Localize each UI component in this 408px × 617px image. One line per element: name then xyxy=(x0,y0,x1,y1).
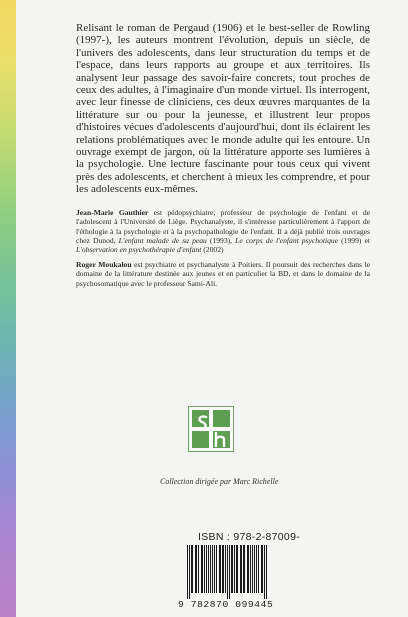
bio-text: (2002) xyxy=(201,245,224,255)
barcode-bar xyxy=(201,545,203,593)
barcode-bar xyxy=(252,545,253,593)
barcode-bar xyxy=(266,545,267,599)
barcode-bar xyxy=(229,545,230,599)
barcode-bar xyxy=(243,545,245,593)
barcode-bar xyxy=(258,545,259,593)
barcode-bar xyxy=(187,545,188,599)
bio-text: est psychiatre et psychanalyste à Poitiers. Il poursuit des recherches dans le domaine de la littérature destinée aux jeunes et en particulier la BD, et dans le domaine de la psychosomatique avec le professeur Sami-Ali. xyxy=(76,259,371,288)
barcode-bar xyxy=(236,545,238,593)
author-name-gauthier: Jean-Marie Gauthier xyxy=(76,207,149,217)
gradient-color-band xyxy=(0,0,16,617)
book-title: Le corps de l'enfant psychotique xyxy=(235,235,339,245)
book-title: L'enfant malade de sa peau xyxy=(118,235,207,245)
barcode-bar xyxy=(225,545,226,593)
barcode-bar xyxy=(198,545,199,593)
barcode-digits: 9 782870 099445 xyxy=(178,599,274,610)
book-blurb: Relisant le roman de Pergaud (1906) et le best-seller de Rowling (1997-), les auteurs montrent l'évolution, depuis un siècle, de l'univers des adolescents, dans leur structuration du temps et de l'espace, dans leurs rapports au groupe et aux territoires. Ils analysent leur passage des savoir-faire concrets, tout proches de ceux des adultes, à l'imaginaire d'un monde virtuel. Ils interrogent, avec leur finesse de cliniciens, ces deux œuvres marquantes de la littérature sur ou pour la jeunesse, et illustrent leur propos d'histoires vécues d'adolescents d'aujourd'hui, dont ils éclairent les relations problématiques avec le monde adulte qui les entoure. Un ouvrage exempt de jargon, où la littérature apporte ses lumières à la psychologie. Une lecture fascinante pour tous ceux qui vivent près des adolescents, et cherchent à mieux les comprendre, et pour les adolescents eux-mêmes. xyxy=(76,22,370,196)
bio-text: (1999) et xyxy=(338,235,370,245)
barcode-bar xyxy=(254,545,255,593)
collection-credit: Collection dirigée par Marc Richelle xyxy=(160,477,279,486)
barcode-bar xyxy=(210,545,211,593)
publisher-logo xyxy=(188,406,234,452)
barcode-bar xyxy=(214,545,215,593)
barcode-bar xyxy=(256,545,257,593)
barcode-bar xyxy=(212,545,213,593)
barcode-bar xyxy=(264,545,265,599)
barcode-bar xyxy=(189,545,190,599)
bio-text: (1993), xyxy=(206,235,236,245)
barcode-bar xyxy=(206,545,207,593)
book-title: L'observation en psychothérapie d'enfant xyxy=(76,245,202,255)
barcode-bar xyxy=(219,545,221,593)
barcode-bar xyxy=(191,545,193,593)
barcode-bar xyxy=(227,545,228,599)
isbn-number: ISBN : 978-2-87009- 44-5 xyxy=(198,531,301,555)
barcode xyxy=(185,545,297,599)
barcode-bar xyxy=(208,545,209,593)
barcode-bar xyxy=(216,545,217,593)
barcode-bar xyxy=(231,545,233,593)
back-cover-text xyxy=(76,22,370,288)
author-bio-moukalou xyxy=(76,260,370,288)
barcode-bar xyxy=(247,545,249,593)
barcode-bar xyxy=(195,545,197,593)
bio-text: est pédopsychiatre, professeur de psychologie de l'enfant et de l'adolescent à l'Université de Liège. Psychanalyste, il s'intéresse particulièrement à l'apport de l'éthologie à la psychologie et à la psychopathologie de l'enfant. Il a déjà publié trois ouvrages chez Dunod, xyxy=(76,207,370,245)
sh-logo-icon xyxy=(189,407,233,451)
barcode-bar xyxy=(250,545,251,593)
author-name-moukalou: Roger Moukalou xyxy=(76,259,132,269)
gradient-fade xyxy=(16,0,36,617)
barcode-bar xyxy=(261,545,263,593)
barcode-bar xyxy=(204,545,205,593)
author-bio-gauthier xyxy=(76,208,370,255)
barcode-bar xyxy=(240,545,242,593)
barcode-bar xyxy=(222,545,224,593)
barcode-bar xyxy=(234,545,235,593)
